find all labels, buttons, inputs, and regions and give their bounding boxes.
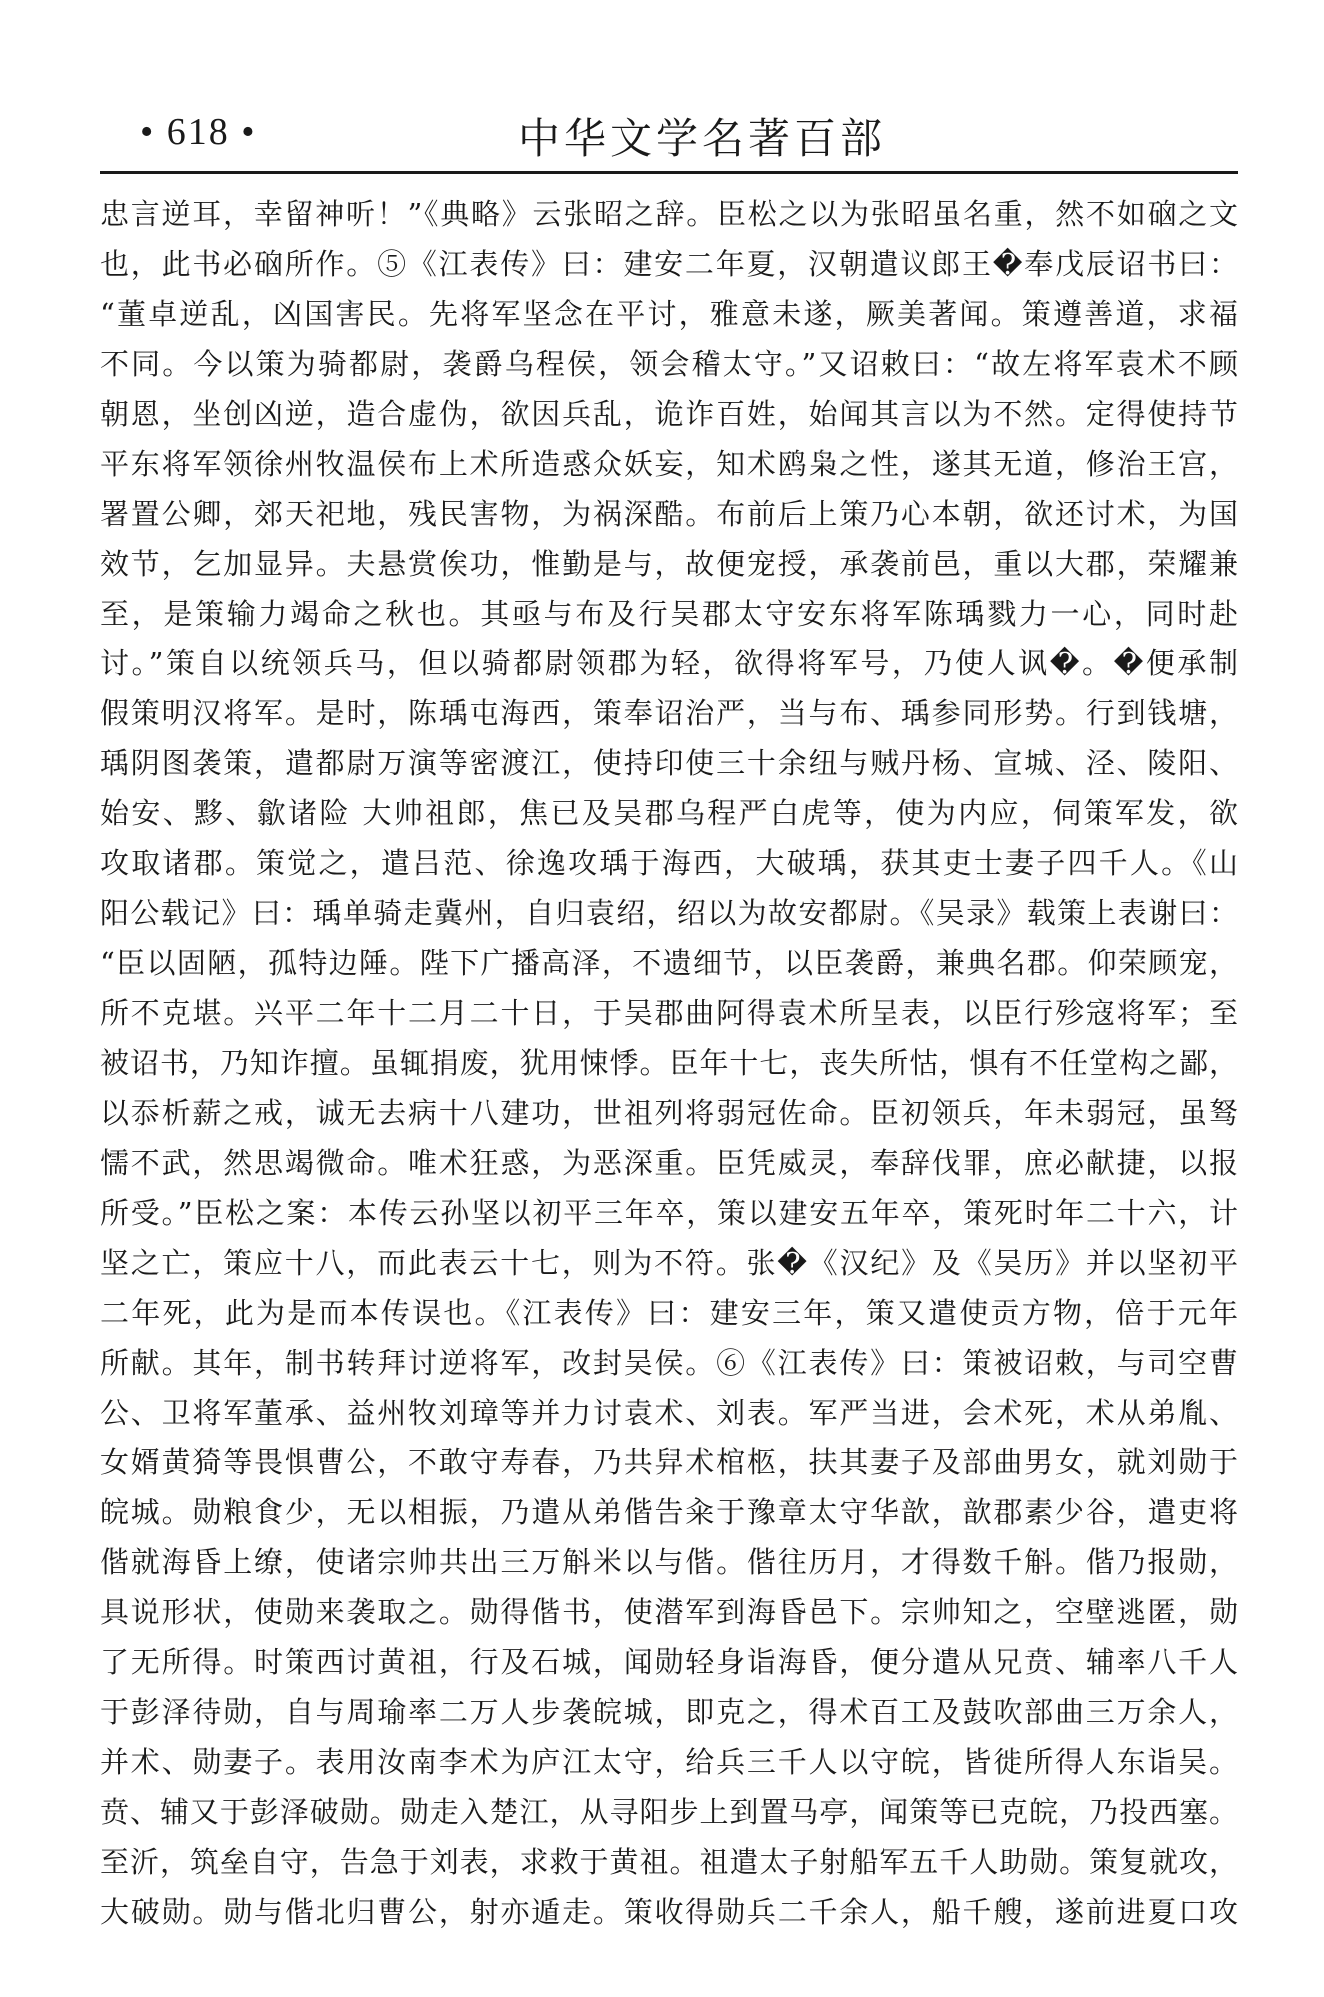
text-line: 所不克堪。兴平二年十二月二十日，于吴郡曲阿得袁术所呈表，以臣行殄寇将军；至: [100, 996, 1238, 1030]
text-line: 攻取诸郡。策觉之，遣吕范、徐逸攻瑀于海西，大破瑀，获其吏士妻子四千人。《山: [100, 846, 1238, 881]
text-line: 讨。”策自以统领兵马，但以骑都尉领郡为轻，欲得将军号，乃使人讽�。�便承制: [100, 646, 1238, 681]
text-line: 女婿黄猗等畏惧曹公，不敢守寿春，乃共舁术棺柩，扶其妻子及部曲男女，就刘勋于: [100, 1445, 1238, 1480]
text-line: 朝恩，坐创凶逆，造合虚伪，欲因兵乱，诡诈百姓，始闻其言以为不然。定得使持节: [100, 396, 1238, 431]
text-line: 被诏书，乃知诈擅。虽辄捐废，犹用悚悸。臣年十七，丧失所怙，惧有不任堂构之鄙，: [100, 1045, 1238, 1080]
text-line: 阳公载记》曰：瑀单骑走冀州，自归袁绍，绍以为故安都尉。《吴录》载策上表谢曰：: [100, 896, 1238, 931]
text-line: 至，是策输力竭命之秋也。其亟与布及行吴郡太守安东将军陈瑀戮力一心，同时赴: [100, 596, 1238, 631]
text-line: 效节，乞加显异。夫悬赏俟功，惟勤是与，故便宠授，承袭前邑，重以大郡，荣耀兼: [100, 546, 1238, 581]
header-rule: [100, 171, 1238, 174]
text-line: 瑀阴图袭策，遣都尉万演等密渡江，使持印使三十余纽与贼丹杨、宣城、泾、陵阳、: [100, 746, 1238, 781]
text-line: 偕就海昏上缭，使诸宗帅共出三万斛米以与偕。偕往历月，才得数千斛。偕乃报勋，: [100, 1545, 1238, 1580]
text-line: 平东将军领徐州牧温侯布上术所造惑众妖妄，知术鸥枭之性，遂其无道，修治王宫，: [100, 446, 1238, 481]
text-line: 二年死，此为是而本传误也。《江表传》曰：建安三年，策又遣使贡方物，倍于元年: [100, 1295, 1238, 1330]
text-line: 所受。”臣松之案：本传云孙坚以初平三年卒，策以建安五年卒，策死时年二十六，计: [100, 1195, 1238, 1230]
body-text: [100, 190, 1238, 1938]
text-line: 不同。今以策为骑都尉，袭爵乌程侯，领会稽太守。”又诏敕曰：“故左将军袁术不顾: [100, 346, 1238, 381]
text-line: 署置公卿，郊天祀地，残民害物，为祸深酷。布前后上策乃心本朝，欲还讨术，为国: [100, 496, 1238, 531]
text-line: 懦不武，然思竭微命。唯术狂惑，为恶深重。臣凭威灵，奉辞伐罪，庶必献捷，以报: [100, 1145, 1238, 1180]
text-line: 于彭泽待勋，自与周瑜率二万人步袭皖城，即克之，得术百工及鼓吹部曲三万余人，: [100, 1695, 1238, 1730]
page-number: • 618 •: [140, 111, 257, 153]
text-line: 坚之亡，策应十八，而此表云十七，则为不符。张�《汉纪》及《吴历》并以坚初平: [100, 1245, 1238, 1280]
text-line: 了无所得。时策西讨黄祖，行及石城，闻勋轻身诣海昏，便分遣从兄贲、辅率八千人: [100, 1645, 1238, 1680]
text-line: “臣以固陋，孤特边陲。陛下广播高泽，不遗细节，以臣袭爵，兼典名郡。仰荣顾宠，: [100, 946, 1238, 981]
text-line: 始安、黟、歙诸险 大帅祖郎，焦已及吴郡乌程严白虎等，使为内应，伺策军发，欲: [100, 796, 1238, 831]
text-line: 假策明汉将军。是时，陈瑀屯海西，策奉诏治严，当与布、瑀参同形势。行到钱塘，: [100, 696, 1238, 731]
text-line: “董卓逆乱，凶国害民。先将军坚念在平讨，雅意未遂，厥美著闻。策遵善道，求福: [100, 296, 1238, 331]
text-line: 公、卫将军董承、益州牧刘璋等并力讨袁术、刘表。军严当进，会术死，术从弟胤、: [100, 1395, 1238, 1430]
page-header: [100, 100, 1238, 172]
text-line: 至沂，筑垒自守，告急于刘表，求救于黄祖。祖遣太子射船军五千人助勋。策复就攻，: [100, 1844, 1238, 1879]
text-line: 皖城。勋粮食少，无以相振，乃遣从弟偕告籴于豫章太守华歆，歆郡素少谷，遣吏将: [100, 1495, 1238, 1530]
text-line: 所献。其年，制书转拜讨逆将军，改封吴侯。⑥《江表传》曰：策被诏敕，与司空曹: [100, 1345, 1238, 1380]
text-line: 也，此书必硇所作。⑤《江表传》曰：建安二年夏，汉朝遣议郎王�奉戊辰诏书曰：: [100, 246, 1238, 281]
text-line: 贲、辅又于彭泽破勋。勋走入楚江，从寻阳步上到置马亭，闻策等已克皖，乃投西塞。: [100, 1795, 1238, 1829]
text-line: 具说形状，使勋来袭取之。勋得偕书，使潜军到海昏邑下。宗帅知之，空壁逃匿，勋: [100, 1595, 1238, 1630]
text-line: 忠言逆耳，幸留神听！”《典略》云张昭之辞。臣松之以为张昭虽名重，然不如硇之文: [100, 197, 1238, 231]
text-line: 以忝析薪之戒，诚无去病十八建功，世祖列将弱冠佐命。臣初领兵，年未弱冠，虽驽: [100, 1095, 1238, 1130]
book-title: 中华文学名著百部: [518, 114, 887, 163]
text-line: 并术、勋妻子。表用汝南李术为庐江太守，给兵三千人以守皖，皆徙所得人东诣吴。: [100, 1745, 1238, 1780]
text-line: 大破勋。勋与偕北归曹公，射亦遁走。策收得勋兵二千余人，船千艘，遂前进夏口攻: [100, 1894, 1238, 1929]
